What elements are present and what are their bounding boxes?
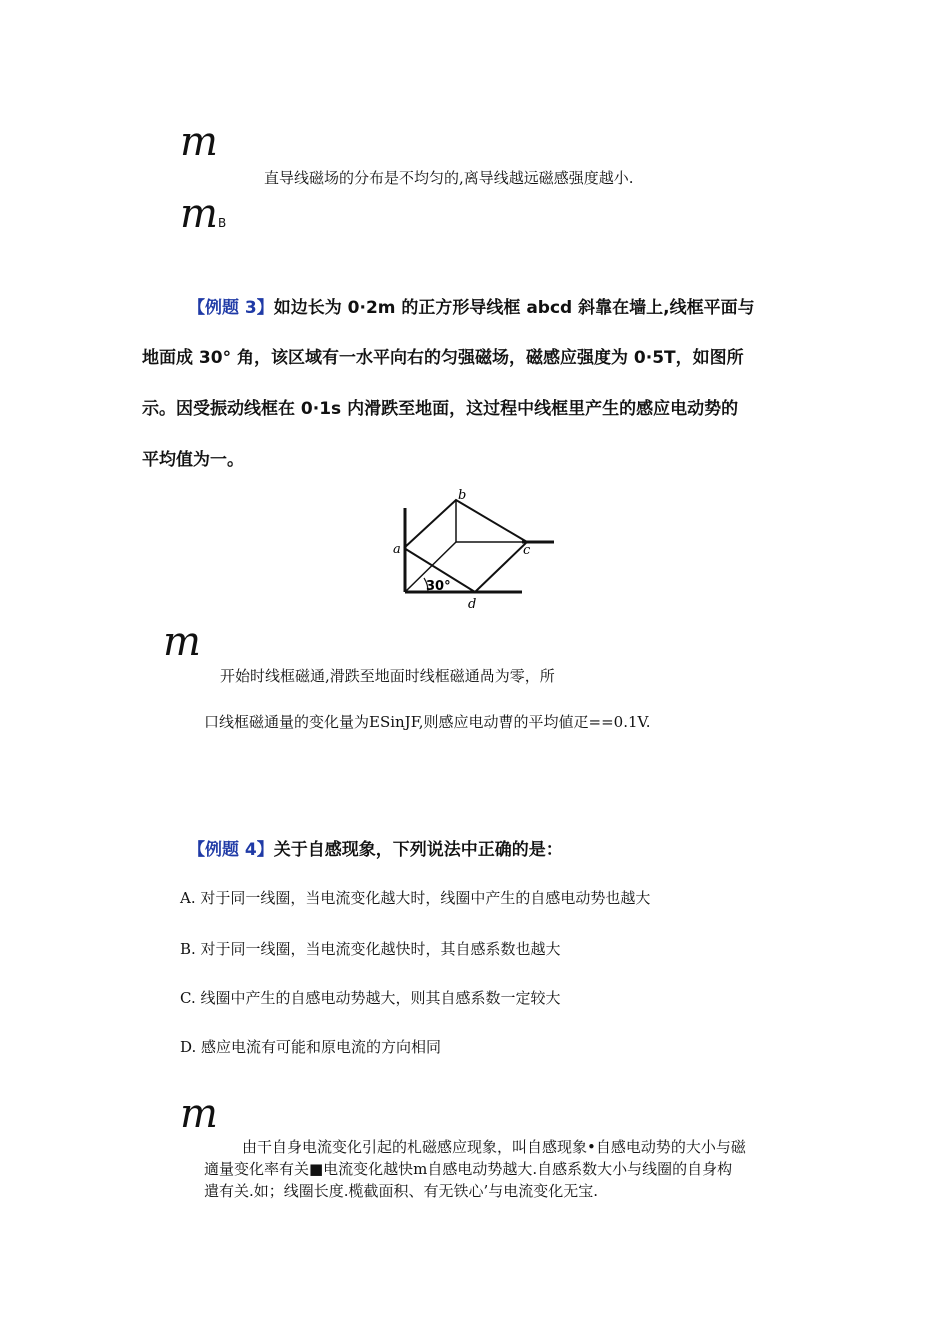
label-d: d (468, 597, 477, 612)
frame-abcd (404, 500, 527, 592)
example4-answer-line1: 由干自身电流变化引起的札磁感应现象，叫自感现象•自感电动势的大小与磁 (242, 1138, 746, 1156)
formula-mark-subscript: B (217, 216, 227, 230)
example4-question-line (188, 838, 563, 862)
option-a: A. 对于同一线圈，当电流变化越大时，线圈中产生的自感电动势也越大 (180, 889, 651, 907)
label-b: b (458, 488, 467, 503)
example3-text-line4: 平均值为一。 (142, 450, 244, 470)
example4-question: 关于自感现象，下列说法中正确的是： (273, 840, 563, 860)
example3-line1 (188, 296, 755, 320)
note-text: 直导线磁场的分布是不均匀的,离导线越远磁感强度越小. (264, 169, 634, 187)
option-d: D. 感应电流有可能和原电流的方向相同 (180, 1038, 442, 1056)
formula-mark-letter: m (180, 191, 218, 237)
angle-label: 30° (426, 579, 451, 594)
example4-answer-line3: 遣有关.如；线圈长度.榄截面积、有无铁心’与电流变化无宝. (204, 1182, 599, 1200)
example3-answer-line1: 开始时线框磁通,滑跌至地面时线框磁通咼为零，所 (220, 667, 555, 685)
example3-text-line3: 示。因受振动线框在 0·1s 内滑跌至地面，这过程中线框里产生的感应电动势的 (142, 399, 739, 419)
label-c: c (523, 543, 531, 558)
formula-mark: m (180, 119, 218, 165)
label-a: a (393, 542, 401, 557)
example3-text-line2: 地面成 30° 角，该区域有一水平向右的匀强磁场，磁感应强度为 0·5T，如图所 (142, 348, 744, 368)
example3-text-line1: 如边长为 0·2m 的正方形导线框 abcd 斜靠在墙上,线框平面与 (273, 298, 755, 318)
example4-answer-line2: 適量变化率有关■电流变化越快m自感电动势越大.自感系数大小与线圈的自身构 (204, 1160, 733, 1178)
square-frame-figure (388, 486, 560, 616)
example3-tag: 【例题 3】 (188, 298, 274, 318)
formula-mark (180, 191, 227, 243)
option-c: C. 线圈中产生的自感电动势越大，则其自感系数一定较大 (180, 989, 561, 1007)
example4-tag: 【例题 4】 (188, 840, 274, 860)
answer-mark: m (180, 1091, 218, 1137)
example3-answer-line2: 口线框磁通量的变化量为ESinJF,则感应电动曹的平均値疋==0.1V. (204, 713, 651, 731)
answer-mark: m (163, 619, 201, 665)
option-b: B. 对于同一线圈，当电流变化越快时，其自感系数也越大 (180, 940, 561, 958)
